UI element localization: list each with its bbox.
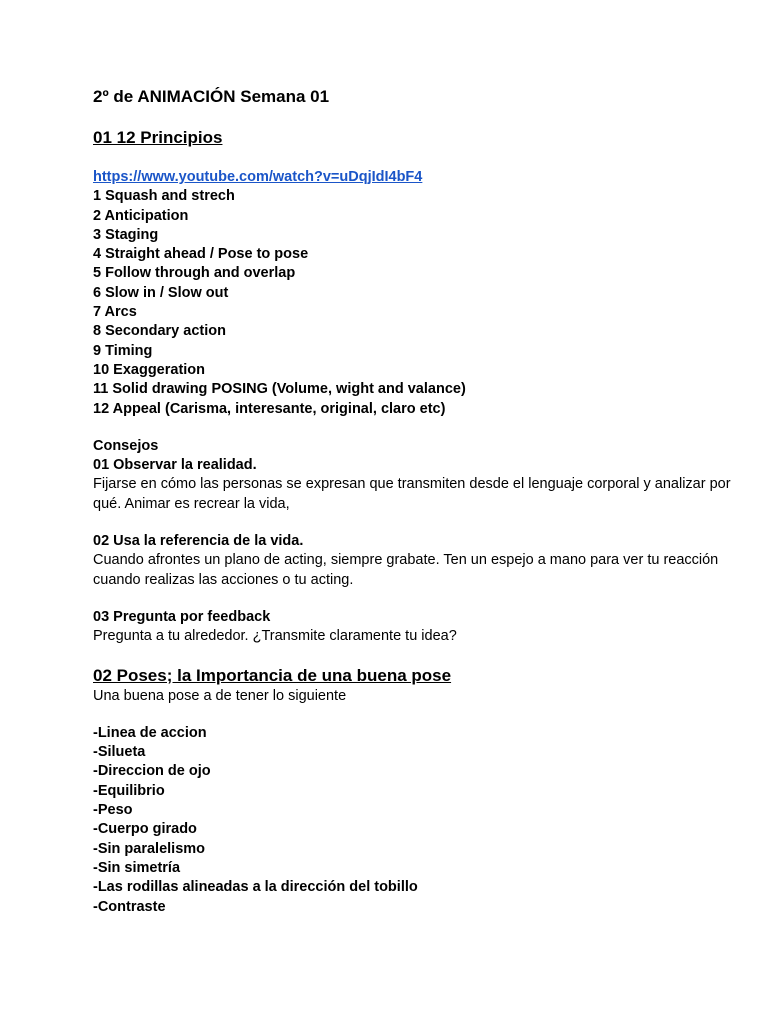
tip-block [93, 532, 733, 590]
list-item: 12 Appeal (Carisma, interesante, original, claro etc) [93, 400, 446, 417]
tip-title: 03 Pregunta por feedback [93, 608, 271, 625]
tip-body: Cuando afrontes un plano de acting, siempre grabate. Ten un espejo a mano para ver tu reacción cuando realizas las acciones o tu acting. [93, 552, 719, 588]
list-item: -Peso [93, 802, 133, 819]
tips-heading: Consejos [93, 437, 159, 454]
spacer [93, 149, 733, 168]
list-item: -Sin paralelismo [93, 840, 206, 857]
list-item: 2 Anticipation [93, 207, 189, 224]
list-item: -Equilibrio [93, 782, 165, 799]
tip-title: 02 Usa la referencia de la vida. [93, 533, 304, 550]
spacer [93, 419, 733, 437]
principles-list [93, 187, 733, 419]
list-item: -Contraste [93, 898, 166, 915]
spacer [93, 514, 733, 532]
spacer [93, 590, 733, 608]
tip-block [93, 456, 733, 514]
list-item: 11 Solid drawing POSING (Volume, wight and valance) [93, 381, 466, 398]
list-item: 4 Straight ahead / Pose to pose [93, 246, 309, 263]
list-item: 5 Follow through and overlap [93, 265, 296, 282]
list-item: -Las rodillas alineadas a la dirección del tobillo [93, 879, 418, 896]
list-item: 3 Staging [93, 226, 159, 243]
section-heading-poses: 02 Poses; la Importancia de una buena pose [93, 665, 452, 685]
list-item: -Linea de accion [93, 724, 207, 741]
list-item: 6 Slow in / Slow out [93, 284, 229, 301]
list-item: 1 Squash and strech [93, 188, 235, 205]
list-item: 7 Arcs [93, 304, 137, 321]
document-page [93, 86, 733, 917]
list-item: -Cuerpo girado [93, 821, 197, 838]
tip-title: 01 Observar la realidad. [93, 457, 257, 474]
section-heading-principios: 01 12 Principios [93, 128, 223, 147]
tip-body: Pregunta a tu alrededor. ¿Transmite claramente tu idea? [93, 628, 457, 645]
list-item: -Silueta [93, 744, 146, 761]
list-item: 10 Exaggeration [93, 361, 206, 378]
poses-intro: Una buena pose a de tener lo siguiente [93, 687, 347, 704]
document-title: 2º de ANIMACIÓN Semana 01 [93, 87, 330, 106]
list-item: -Direccion de ojo [93, 763, 211, 780]
spacer [93, 647, 733, 665]
tip-body: Fijarse en cómo las personas se expresan que transmiten desde el lenguaje corporal y analizar por qué. Animar es recrear la vida, [93, 476, 731, 512]
pose-checklist [93, 724, 733, 917]
youtube-link[interactable]: https://www.youtube.com/watch?v=uDqjIdI4bF4 [93, 169, 423, 185]
list-item: 9 Timing [93, 342, 153, 359]
list-item: 8 Secondary action [93, 323, 226, 340]
list-item: -Sin simetría [93, 859, 181, 876]
spacer [93, 706, 733, 724]
tip-block [93, 608, 733, 647]
